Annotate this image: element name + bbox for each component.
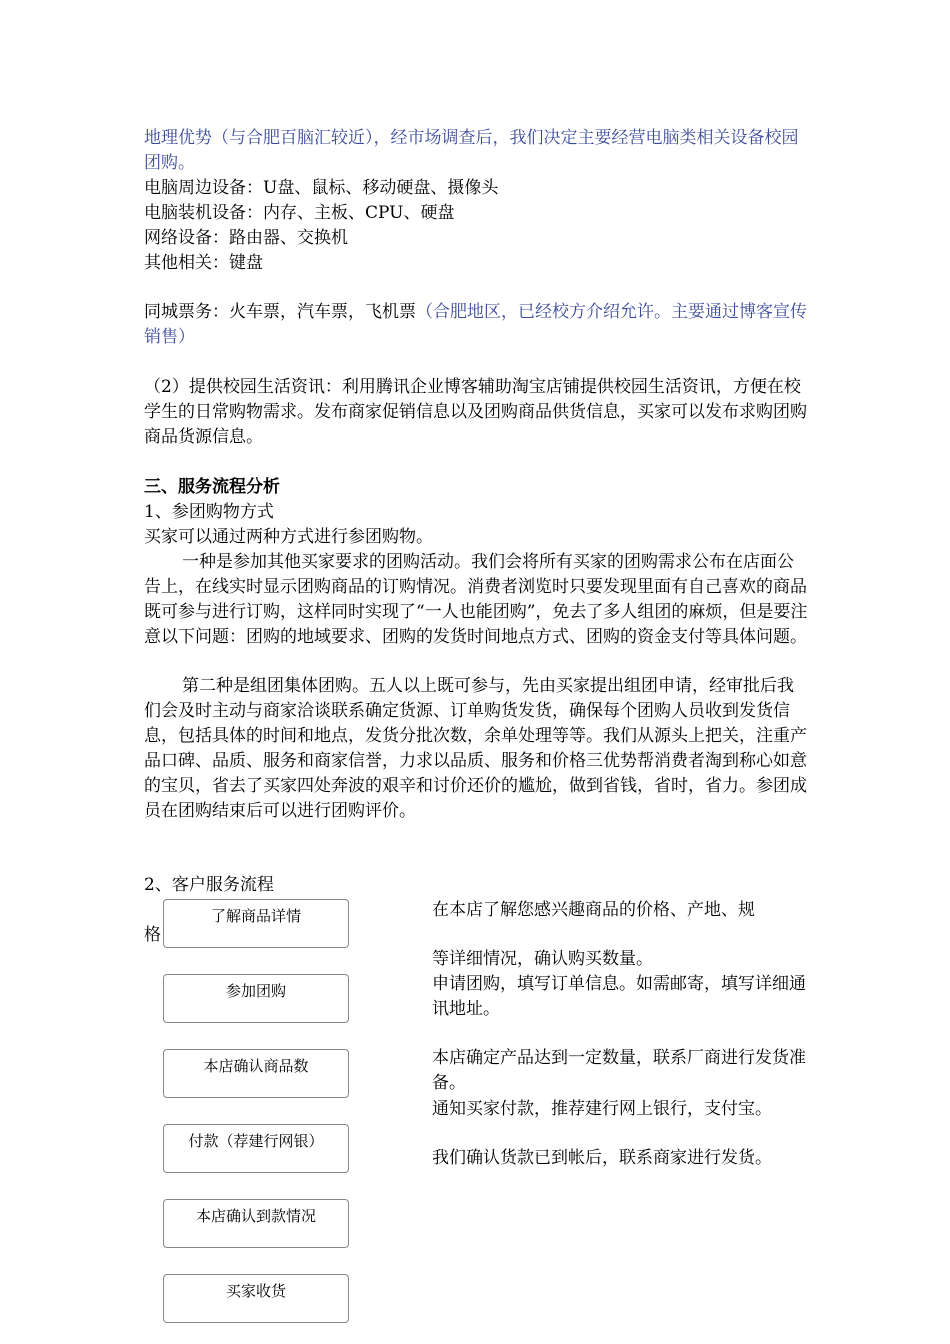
other-line: 其他相关：键盘 bbox=[144, 253, 263, 273]
tickets-note: （合肥地区，已经校方介绍允许。主要通过博客宣传销售） bbox=[144, 302, 807, 347]
method-two-paragraph: 第二种是组团集体团购。五人以上既可参与，先由买家提出组团申请，经审批后我们会及时主动与商家洽谈联系确定货源、订单购货发货，确保每个团购人员收到发货信息，包括具体的时间和地点，发货分批次数，余单处理等等。我们从源头上把关，注重产品口碑、品质、服务和商家信誉，力求以品质、服务和价格三优势帮消费者淘到称心如意的宝贝，省去了买家四处奔波的艰辛和讨价还价的尴尬，做到省钱，省时，省力。参团成员在团购结束后可以进行团购评价。 bbox=[144, 676, 807, 821]
flow-desc-1b: 等详细情况，确认购买数量。 bbox=[432, 949, 653, 969]
subheading-join-method: 1、参团购物方式 bbox=[144, 502, 274, 522]
section2-paragraph: （2）提供校园生活资讯：利用腾讯企业博客辅助淘宝店铺提供校园生活资讯，方便在校学生的日常购物需求。发布商家促销信息以及团购商品供货信息，买家可以发布求购团购商品货源信息。 bbox=[144, 377, 807, 447]
flow-step-3: 本店确认商品数 bbox=[163, 1049, 349, 1098]
flow-step-6: 买家收货 bbox=[163, 1274, 349, 1323]
flow-step-2: 参加团购 bbox=[163, 974, 349, 1023]
flow-desc-4: 通知买家付款，推荐建行网上银行，支付宝。 bbox=[432, 1099, 772, 1119]
network-line: 网络设备：路由器、交换机 bbox=[144, 228, 348, 248]
intro-advantage-text: 地理优势（与合肥百脑汇较近），经市场调查后，我们决定主要经营电脑类相关设备校园团购。 bbox=[144, 128, 799, 173]
stray-character: 格 bbox=[144, 925, 161, 945]
flow-desc-3: 本店确定产品达到一定数量，联系厂商进行发货准备。 bbox=[432, 1048, 806, 1093]
tickets-text: 同城票务：火车票，汽车票，飞机票 bbox=[144, 302, 416, 322]
section3-heading: 三、服务流程分析 bbox=[144, 477, 280, 497]
flow-step-1: 了解商品详情 bbox=[163, 899, 349, 948]
flow-step-4: 付款（荐建行网银） bbox=[163, 1124, 349, 1173]
flow-desc-1a: 在本店了解您感兴趣商品的价格、产地、规 bbox=[432, 900, 755, 920]
tickets-line bbox=[144, 300, 808, 350]
subheading-service-flow: 2、客户服务流程 bbox=[144, 875, 274, 895]
method-one-paragraph: 一种是参加其他买家要求的团购活动。我们会将所有买家的团购需求公布在店面公告上，在线实时显示团购商品的订购情况。消费者浏览时只要发现里面有自己喜欢的商品既可参与进行订购，这样同时实现了“一人也能团购”，免去了多人组团的麻烦，但是要注意以下问题：团购的地域要求、团购的发货时间地点方式、团购的资金支付等具体问题。 bbox=[144, 552, 808, 647]
join-method-lead: 买家可以通过两种方式进行参团购物。 bbox=[144, 527, 433, 547]
assembly-line: 电脑装机设备：内存、主板、CPU、硬盘 bbox=[144, 203, 455, 223]
flow-desc-2: 申请团购，填写订单信息。如需邮寄，填写详细通讯地址。 bbox=[432, 974, 806, 1019]
peripherals-line: 电脑周边设备：U盘、鼠标、移动硬盘、摄像头 bbox=[144, 178, 499, 198]
flow-desc-5: 我们确认货款已到帐后，联系商家进行发货。 bbox=[432, 1148, 772, 1168]
flow-step-5: 本店确认到款情况 bbox=[163, 1199, 349, 1248]
